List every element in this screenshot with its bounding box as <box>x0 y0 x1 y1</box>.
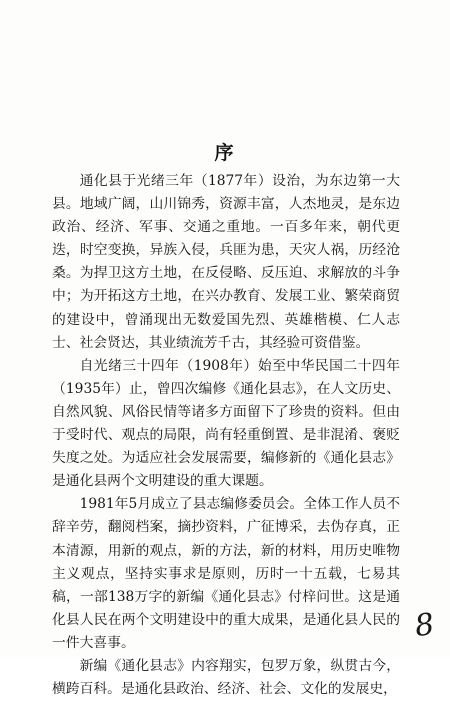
paragraph-4: 新编《通化县志》内容翔实，包罗万象，纵贯古今，横跨百科。是通化县政治、经济、社会、文化的发展史， <box>52 657 400 698</box>
paragraph-1: 通化县于光绪三年（1877年）设治，为东边第一大县。地域广阔，山川锦秀，资源丰富，人杰地灵，是东边政治、经济、军事、交通之重地。一百多年来，朝代更迭，时空变换，异族入侵，兵匪为患，天灾人祸，历经沧桑。为捍卫这方土地，在反侵略、反压迫、求解放的斗争中；为开拓这方土地，在兴办教育、发展工业、繁荣商贸的建设中，曾涌现出无数爱国先烈、英雄楷模、仁人志士、社会贤达，其业绩流芳千古，其经验可资借鉴。 <box>52 173 400 351</box>
page-title: 序 <box>214 142 236 164</box>
handwritten-page-number: 8 <box>412 606 437 645</box>
paragraph-2: 自光绪三十四年（1908年）始至中华民国二十四年（1935年）止，曾四次编修《通化县志》，在人文历史、自然风貌、风俗民情等诸多方面留下了珍贵的资料。但由于受时代、观点的局限，尚有轻重倒置、是非混淆、褒贬失度之处。为适应社会发展需要，编修新的《通化县志》是通化县两个文明建设的重大课题。 <box>52 357 400 490</box>
paragraph-3: 1981年5月成立了县志编修委员会。全体工作人员不辞辛劳，翻阅档案，摘抄资料，广征博采，去伪存真，正本清源，用新的观点，新的方法，新的材料，用历史唯物主义观点，坚持实事求是原则，历时一十五载，七易其稿，一部138万字的新编《通化县志》付梓问世。这是通化县人民在两个文明建设中的重大成果，是通化县人民的一件大喜事。 <box>52 496 400 651</box>
preface-body <box>52 170 400 701</box>
